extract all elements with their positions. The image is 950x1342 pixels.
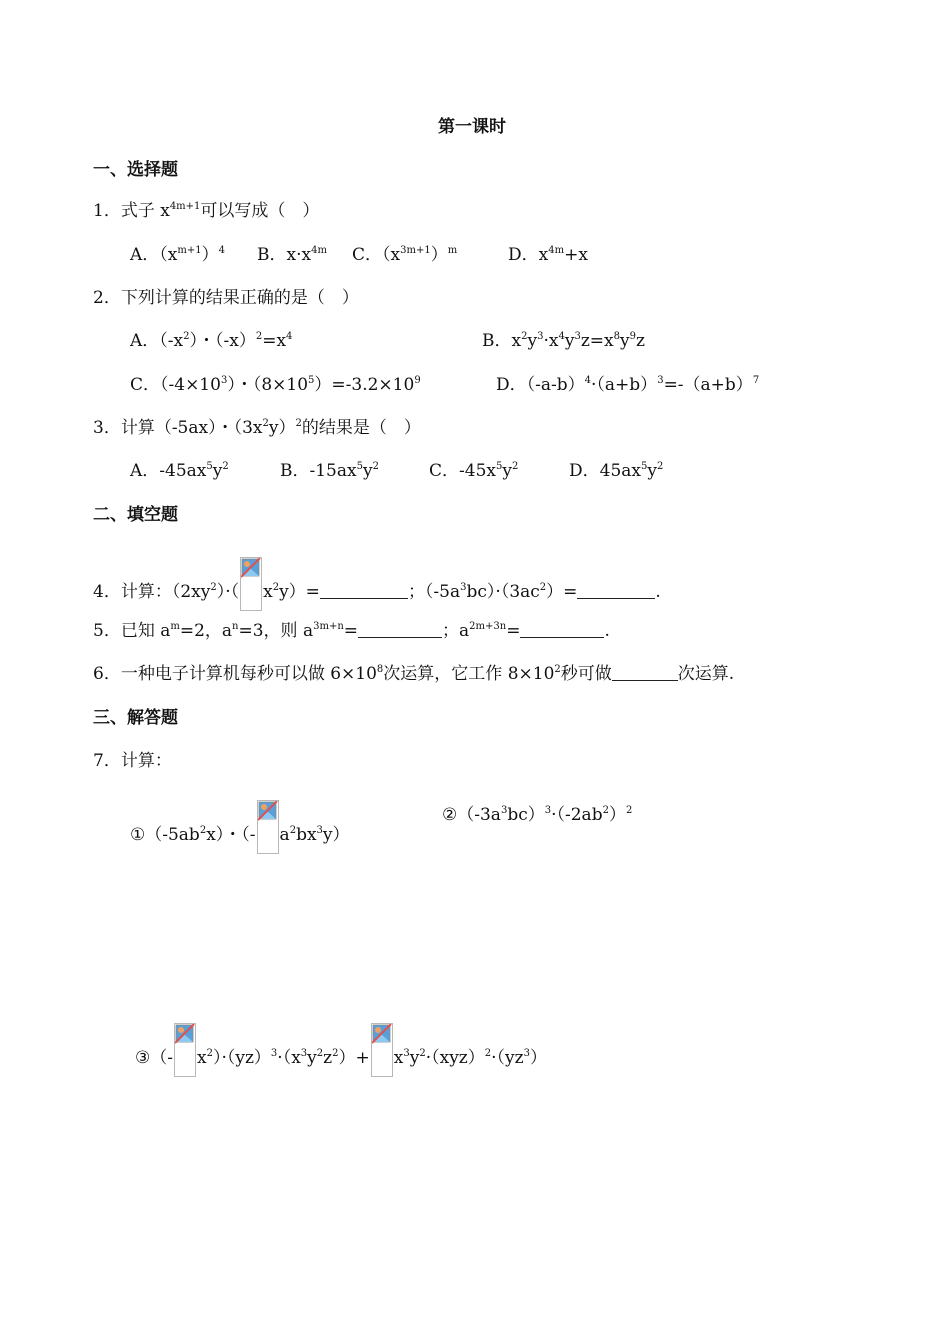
q7-p3-t12: ） <box>529 1048 547 1068</box>
q1-option-d <box>508 240 588 265</box>
q7-p3-t10: ·（xyz） <box>425 1048 485 1068</box>
broken-image-icon <box>257 800 279 854</box>
q1-text-end: 可以写成（ ） <box>200 201 320 221</box>
q1-sup: 4m+1 <box>169 201 201 212</box>
answer-blank[interactable] <box>612 666 678 681</box>
q2-b-t7: z <box>635 331 645 351</box>
q7-p2-s3: 2 <box>602 805 609 816</box>
answer-blank[interactable] <box>358 623 442 638</box>
q4-t6: bc）·（3ac <box>466 582 540 602</box>
q3-c-s1: 5 <box>495 461 503 472</box>
q7-p1-s1: 2 <box>199 825 207 836</box>
q2-a-sup2: 2 <box>255 331 263 342</box>
q3-b-s1: 5 <box>356 461 363 472</box>
q3-b-s2: 2 <box>372 461 379 472</box>
q2-d-t2: ·（a+b） <box>591 375 658 395</box>
question-6 <box>93 659 734 684</box>
q4-t3: x <box>263 582 273 602</box>
q7-p2-t3: ·（-2ab <box>551 805 603 825</box>
q2-c-t1: C．（-4×10 <box>130 375 221 395</box>
q3-a-t2: y <box>212 461 223 481</box>
q3-t1: 3．计算（-5ax）・（3x <box>93 418 263 438</box>
q7-p3-t4: ·（x <box>277 1048 301 1068</box>
q3-a-s1: 5 <box>206 461 213 472</box>
q7-p3-t8: x <box>393 1048 404 1068</box>
q3-s1: 2 <box>262 418 269 429</box>
q5-t7: . <box>604 621 610 641</box>
q4-s4: 2 <box>539 582 547 593</box>
q4-t5: ；（-5a <box>407 582 461 602</box>
q7-p1-s2: 2 <box>289 825 297 836</box>
q7-p3-t7: ）+ <box>338 1048 370 1068</box>
q2-a-text: A．（-x <box>130 331 184 351</box>
question-1-stem <box>93 196 319 221</box>
q3-s2: 2 <box>295 418 302 429</box>
q7-p3-s8: 2 <box>484 1048 492 1059</box>
q7-p1-t1: ①（-5ab <box>130 825 200 845</box>
q1-c-sup2: m <box>447 245 458 256</box>
q7-p1-s3: 3 <box>316 825 323 836</box>
q3-d-s2: 2 <box>656 461 664 472</box>
q1-c-text2: ） <box>430 245 448 265</box>
q2-c-t3: ）=-3.2×10 <box>314 375 415 395</box>
q4-t4: y）= <box>279 582 320 602</box>
q7-p3-t1: ③（- <box>135 1048 173 1068</box>
q5-t2: =2，a <box>179 621 233 641</box>
q3-c-t2: y <box>502 461 512 481</box>
q7-p3-s2: 3 <box>270 1048 278 1059</box>
q1-a-text: A．（x <box>130 245 178 265</box>
q1-b-text: B．x·x <box>257 245 312 265</box>
q1-b-sup: 4m <box>311 245 327 256</box>
q4-t8: . <box>655 582 661 602</box>
q3-option-a <box>130 456 229 481</box>
q2-option-d <box>496 370 759 395</box>
answer-blank[interactable] <box>520 623 604 638</box>
q7-p1-t2: x）・（- <box>206 825 256 845</box>
q7-p2-s2: 3 <box>544 805 552 816</box>
q6-t3: 秒可做 <box>560 664 612 684</box>
question-5 <box>93 616 610 641</box>
q1-option-a <box>130 240 225 265</box>
answer-blank[interactable] <box>320 584 408 599</box>
q2-b-t4: y <box>564 331 575 351</box>
q4-s1: 2 <box>210 582 217 593</box>
q2-b-t2: y <box>527 331 538 351</box>
q5-t4: = <box>343 621 359 641</box>
q7-p1-t4: bx <box>296 825 317 845</box>
q3-d-s1: 5 <box>640 461 648 472</box>
q4-s3: 3 <box>460 582 467 593</box>
q5-t5: ；a <box>442 621 470 641</box>
q3-d-t1: D．45ax <box>569 461 641 481</box>
q7-p3-t5: y <box>307 1048 317 1068</box>
q3-b-t2: y <box>362 461 373 481</box>
q2-a-sup3: 4 <box>286 331 293 342</box>
question-4 <box>93 557 661 611</box>
q2-b-s3: 4 <box>558 331 565 342</box>
q2-a-text2: ）・（-x） <box>189 331 256 351</box>
q7-p1-t3: a <box>279 825 290 845</box>
q2-a-text3: =x <box>262 331 287 351</box>
q5-t6: = <box>506 621 521 641</box>
q2-option-a <box>130 326 292 351</box>
q4-s2: 2 <box>272 582 280 593</box>
q2-b-t5: z=x <box>580 331 614 351</box>
broken-image-icon <box>174 1023 196 1077</box>
q7-p3-t9: y <box>409 1048 420 1068</box>
q2-b-s6: 9 <box>629 331 636 342</box>
q2-d-s1: 4 <box>584 375 592 386</box>
q5-s3: 3m+n <box>313 621 344 632</box>
q5-t3: =3，则 a <box>238 621 314 641</box>
q7-p1-t5: y） <box>322 825 350 845</box>
q7-p3-s3: 3 <box>300 1048 308 1059</box>
q7-p2-s4: 2 <box>625 805 633 816</box>
q7-part-2 <box>442 800 632 825</box>
q2-c-t2: ）・（8×10 <box>227 375 309 395</box>
q7-p3-t11: ·（yz <box>491 1048 524 1068</box>
q1-d-text: D．x <box>508 245 549 265</box>
q2-b-s1: 2 <box>521 331 528 342</box>
q2-b-t1: B．x <box>482 331 522 351</box>
question-2-stem: 2．下列计算的结果正确的是（ ） <box>93 288 359 308</box>
q1-d-text2: +x <box>564 245 588 265</box>
q5-s4: 2m+3n <box>469 621 507 632</box>
q1-a-sup2: 4 <box>218 245 225 256</box>
q2-d-s3: 7 <box>752 375 760 386</box>
q7-p2-t2: bc） <box>507 805 545 825</box>
q3-option-c <box>429 456 518 481</box>
q1-option-b <box>257 240 327 265</box>
q6-s2: 2 <box>554 664 561 675</box>
q7-p2-t1: ②（-3a <box>442 805 501 825</box>
broken-image-icon <box>371 1023 393 1077</box>
q3-d-t2: y <box>647 461 657 481</box>
q3-t3: 的结果是（ ） <box>301 418 421 438</box>
q1-a-text2: ） <box>201 245 219 265</box>
q7-p3-s4: 2 <box>316 1048 324 1059</box>
q7-p3-s6: 3 <box>403 1048 410 1059</box>
answer-blank[interactable] <box>577 584 655 599</box>
q2-option-c <box>130 370 421 395</box>
q5-t1: 5．已知 a <box>93 621 171 641</box>
broken-image-icon <box>240 557 262 611</box>
q3-t2: y） <box>268 418 296 438</box>
section-heading-solve: 三、解答题 <box>93 708 178 728</box>
q3-option-b <box>280 456 379 481</box>
q2-option-b <box>482 326 645 351</box>
q2-c-s3: 9 <box>414 375 421 386</box>
q1-c-text: C．（x <box>352 245 401 265</box>
page-title: 第一课时 <box>438 117 506 137</box>
q1-text: 1．式子 x <box>93 201 170 221</box>
q7-p3-s1: 2 <box>206 1048 213 1059</box>
q6-s1: 8 <box>376 664 384 675</box>
q3-a-t1: A．-45ax <box>130 461 207 481</box>
q2-b-t3: ·x <box>543 331 559 351</box>
q7-p3-t3: ）·（yz） <box>212 1048 271 1068</box>
question-7-stem: 7．计算： <box>93 751 172 771</box>
question-3-stem <box>93 413 421 438</box>
q5-s2: n <box>232 621 239 632</box>
q3-a-s2: 2 <box>222 461 229 472</box>
q1-c-sup1: 3m+1 <box>400 245 431 256</box>
q3-c-s2: 2 <box>511 461 519 472</box>
q3-b-t1: B．-15ax <box>280 461 357 481</box>
q2-b-s2: 3 <box>537 331 544 342</box>
q4-t7: ）= <box>546 582 578 602</box>
q2-c-s2: 5 <box>308 375 315 386</box>
q7-p3-s9: 3 <box>523 1048 530 1059</box>
section-heading-fill: 二、填空题 <box>93 505 178 525</box>
q2-d-t1: D．（-a-b） <box>496 375 585 395</box>
q2-d-s2: 3 <box>657 375 664 386</box>
q2-b-t6: y <box>619 331 630 351</box>
q7-p3-s7: 2 <box>419 1048 426 1059</box>
q3-option-d <box>569 456 663 481</box>
q1-a-sup1: m+1 <box>177 245 202 256</box>
q7-p2-s1: 3 <box>500 805 508 816</box>
q2-d-t3: =-（a+b） <box>663 375 753 395</box>
q5-s1: m <box>170 621 180 632</box>
section-heading-choice: 一、选择题 <box>93 160 178 180</box>
q7-p2-t4: ） <box>608 805 626 825</box>
q1-option-c <box>352 240 457 265</box>
q2-c-s1: 3 <box>220 375 228 386</box>
q4-t2: ）·（ <box>216 582 240 602</box>
q1-d-sup: 4m <box>548 245 565 256</box>
q3-c-t1: C．-45x <box>429 461 496 481</box>
q6-t4: 次运算. <box>677 664 735 684</box>
q7-p3-s5: 2 <box>332 1048 339 1059</box>
q2-b-s5: 8 <box>613 331 620 342</box>
q6-t1: 6．一种电子计算机每秒可以做 6×10 <box>93 664 377 684</box>
q4-t1: 4．计算：（2xy <box>93 582 211 602</box>
q7-part-3 <box>135 1023 547 1077</box>
q7-p3-t2: x <box>196 1048 207 1068</box>
q7-part-1 <box>130 800 350 854</box>
q7-p3-t6: z <box>323 1048 333 1068</box>
q2-a-sup1: 2 <box>183 331 190 342</box>
q6-t2: 次运算，它工作 8×10 <box>383 664 555 684</box>
q2-b-s4: 3 <box>574 331 581 342</box>
